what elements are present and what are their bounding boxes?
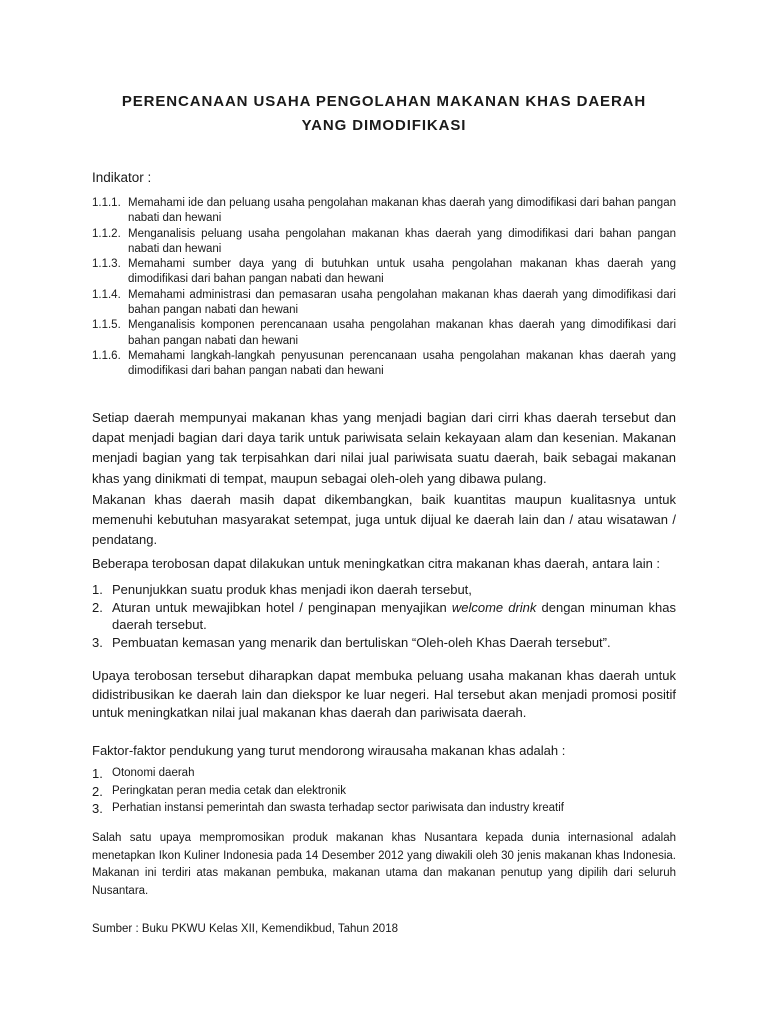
list-text: Peringkatan peran media cetak dan elektronik	[112, 784, 346, 797]
indicator-text: Memahami ide dan peluang usaha pengolahan makanan khas daerah yang dimodifikasi dari bahan pangan nabati dan hewani	[128, 197, 676, 225]
list-number: 3.	[92, 634, 103, 650]
list-item	[92, 581, 676, 599]
indicator-number: 1.1.4.	[92, 288, 121, 301]
indicator-text: Menganalisis komponen perencanaan usaha pengolahan makanan khas daerah yang dimodifikasi dari bahan pangan nabati dan hewani	[128, 319, 676, 347]
list-number: 2.	[92, 783, 103, 799]
list-item	[92, 765, 676, 783]
list-text: Otonomi daerah	[112, 767, 195, 779]
title-line-2: YANG DIMODIFIKASI	[301, 117, 467, 134]
list-text-part: Aturan untuk mewajibkan hotel / penginapan menyajikan	[112, 599, 452, 615]
italic-term: welcome drink	[451, 599, 537, 615]
indicator-number: 1.1.3.	[92, 258, 121, 271]
indicator-item	[92, 196, 676, 227]
indicator-number: 1.1.2.	[92, 227, 121, 240]
list-item	[92, 783, 676, 801]
indicator-item	[92, 257, 676, 288]
list-number: 1.	[92, 582, 103, 597]
list-number: 1.	[92, 766, 103, 781]
factor-list	[92, 765, 676, 818]
indicator-list	[92, 196, 676, 380]
title-line-1: PERENCANAAN USAHA PENGOLAHAN MAKANAN KHAS DAERAH	[121, 93, 647, 110]
list-item	[92, 634, 676, 652]
paragraph-factors-intro: Faktor-faktor pendukung yang turut mendorong wirausaha makanan khas adalah :	[92, 743, 566, 758]
list-text: Penunjukkan suatu produk khas menjadi ikon daerah tersebut,	[112, 582, 472, 597]
indicator-item	[92, 288, 676, 319]
list-text: Pembuatan kemasan yang menarik dan bertuliskan “Oleh-oleh Khas Daerah tersebut”.	[112, 634, 611, 650]
paragraph-development: Makanan khas daerah masih dapat dikembangkan, baik kuantitas maupun kualitasnya untuk memenuhi kebutuhan masyarakat setempat, juga untuk dijual ke daerah lain dan / atau wisatawan / pendatang.	[92, 492, 676, 548]
indicator-item	[92, 227, 676, 258]
paragraph-outcome: Upaya terobosan tersebut diharapkan dapat membuka peluang usaha makanan khas daerah untuk didistribusikan ke daerah lain dan diekspor ke luar negeri. Hal tersebut akan menjadi promosi positif untuk meningkatkan nilai jual makanan khas daerah dan pariwisata daerah.	[92, 668, 676, 720]
list-text	[112, 599, 676, 634]
paragraph-breakthrough-intro: Beberapa terobosan dapat dilakukan untuk meningkatkan citra makanan khas daerah, antara lain :	[92, 556, 661, 571]
indicator-text: Memahami langkah-langkah penyusunan perencanaan usaha pengolahan makanan khas daerah yang dimodifikasi dari bahan pangan nabati dan hewani	[128, 349, 676, 378]
indicator-item	[92, 318, 676, 349]
list-item	[92, 800, 676, 818]
breakthrough-list	[92, 581, 676, 651]
indicator-text: Menganalisis peluang usaha pengolahan makanan khas daerah yang dimodifikasi dari bahan pangan nabati dan hewani	[128, 227, 676, 255]
indicator-number: 1.1.5.	[92, 319, 121, 332]
list-text-part: dengan minuman khas daerah tersebut.	[112, 599, 676, 632]
paragraph-intro: Setiap daerah mempunyai makanan khas yang menjadi bagian dari cirri khas daerah tersebut dan dapat menjadi bagian dari daya tarik untuk pariwisata selain kekayaan alam dan kesenian. Makanan menjadi bagian yang tak terpisahkan dari nilai jual pariwisata suatu daerah, baik sebagai makanan khas yang dinikmati di tempat, maupun sebagai oleh-oleh yang dibawa pulang.	[92, 410, 676, 486]
list-number: 2.	[92, 599, 103, 615]
indicator-text: Memahami administrasi dan pemasaran usaha pengolahan makanan khas daerah yang dimodifikasi dari bahan pangan nabati dan hewani	[128, 288, 676, 317]
source-citation: Sumber : Buku PKWU Kelas XII, Kemendikbud, Tahun 2018	[92, 923, 398, 935]
list-text: Perhatian instansi pemerintah dan swasta terhadap sector pariwisata dan industry kreatif	[112, 802, 564, 814]
indicator-text: Memahami sumber daya yang di butuhkan untuk usaha pengolahan makanan khas daerah yang dimodifikasi dari bahan pangan nabati dan hewani	[128, 258, 676, 286]
list-item	[92, 599, 676, 634]
indicator-number: 1.1.6.	[92, 349, 121, 362]
page-title	[82, 90, 686, 138]
paragraph-culinary-icon: Salah satu upaya mempromosikan produk makanan khas Nusantara kepada dunia internasional adalah menetapkan Ikon Kuliner Indonesia pada 14 Desember 2012 yang diwakili oleh 30 jenis makanan khas Indonesia. Makanan ini terdiri atas makanan pembuka, makanan utama dan makanan penutup yang dipilih dari seluruh Nusantara.	[92, 832, 676, 898]
indicator-label: Indikator :	[92, 170, 152, 185]
indicator-item	[92, 349, 676, 380]
list-number: 3.	[92, 801, 103, 816]
indicator-number: 1.1.1.	[92, 197, 121, 209]
